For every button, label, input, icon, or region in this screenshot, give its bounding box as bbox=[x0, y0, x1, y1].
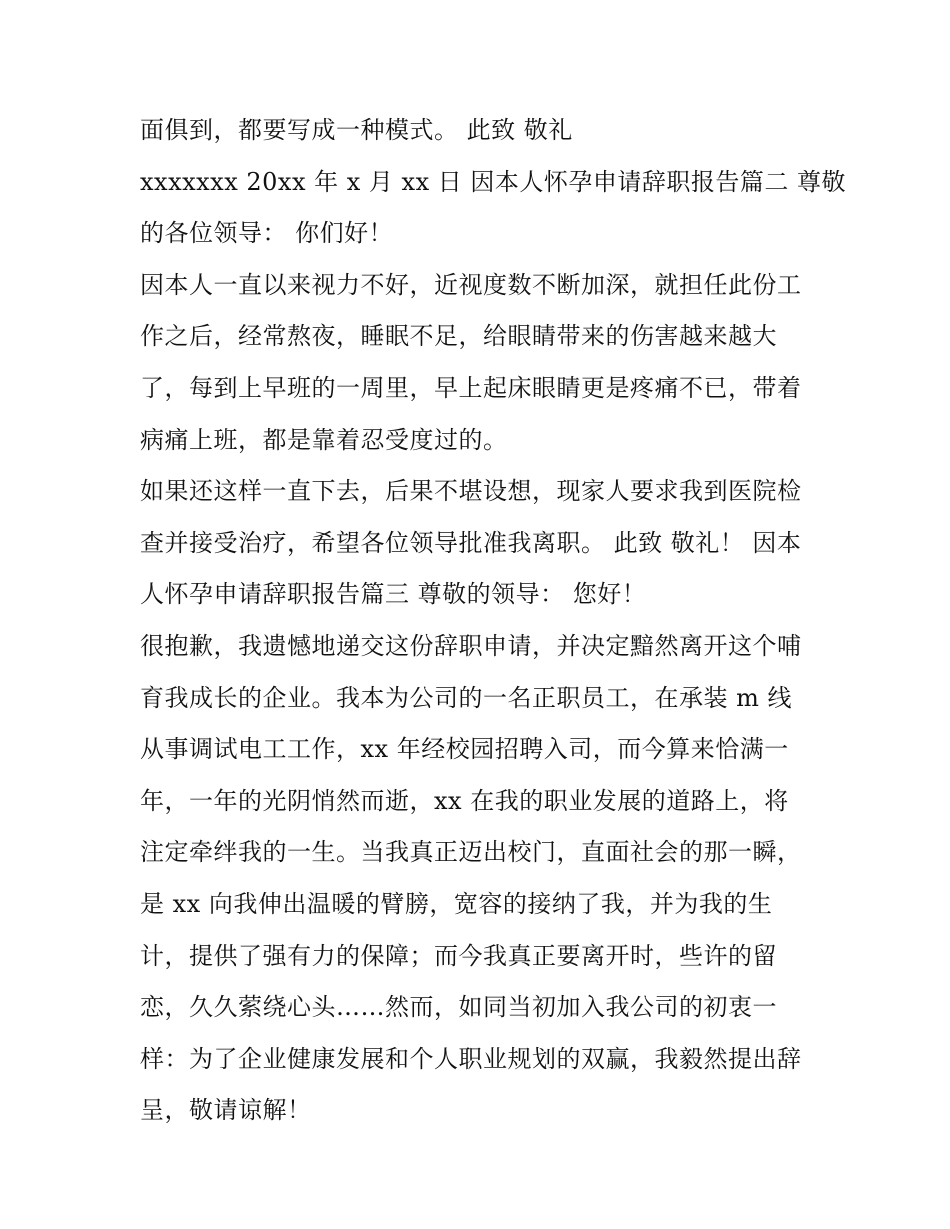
text-line: 年，一年的光阴悄然而逝，xx 在我的职业发展的道路上，将 bbox=[140, 786, 789, 815]
text-line: 很抱歉，我遗憾地递交这份辞职申请，并决定黯然离开这个哺 bbox=[140, 631, 802, 660]
text-line: 因本人一直以来视力不好，近视度数不断加深，就担任此份工 bbox=[140, 270, 802, 299]
text-line: 作之后，经常熬夜，睡眠不足，给眼睛带来的伤害越来越大 bbox=[140, 322, 777, 351]
text-line: 了，每到上早班的一周里，早上起床眼睛更是疼痛不已，带着 bbox=[140, 373, 802, 402]
text-line: 计，提供了强有力的保障；而今我真正要离开时，些许的留 bbox=[140, 941, 777, 970]
text-line: 呈，敬请谅解！ bbox=[140, 1096, 312, 1125]
text-line: 育我成长的企业。我本为公司的一名正职员工，在承装 m 线 bbox=[140, 683, 793, 712]
text-line: 如果还这样一直下去，后果不堪设想，现家人要求我到医院检 bbox=[140, 477, 802, 506]
text-line: 面俱到，都要写成一种模式。 此致 敬礼 bbox=[140, 116, 573, 144]
text-line: 人怀孕申请辞职报告篇三 尊敬的领导： 您好！ bbox=[140, 580, 647, 609]
text-line: 查并接受治疗，希望各位领导批准我离职。 此致 敬礼！ 因本 bbox=[140, 528, 802, 557]
text-line: 病痛上班，都是靠着忍受度过的。 bbox=[140, 425, 508, 454]
text-line: 是 xx 向我伸出温暖的臂膀，宽容的接纳了我，并为我的生 bbox=[140, 889, 773, 918]
text-line: 的各位领导： 你们好！ bbox=[140, 219, 394, 248]
text-line: 注定牵绊我的一生。当我真正迈出校门，直面社会的那一瞬， bbox=[140, 838, 802, 867]
text-line: 恋，久久萦绕心头……然而，如同当初加入我公司的初衷一 bbox=[140, 993, 777, 1022]
text-line: xxxxxxx 20xx 年 x 月 xx 日 因本人怀孕申请辞职报告篇二 尊敬 bbox=[140, 167, 846, 196]
document-body bbox=[140, 108, 846, 1140]
text-line: 样：为了企业健康发展和个人职业规划的双赢，我毅然提出辞 bbox=[140, 1044, 802, 1073]
text-line: 从事调试电工工作，xx 年经校园招聘入司，而今算来恰满一 bbox=[140, 735, 789, 764]
